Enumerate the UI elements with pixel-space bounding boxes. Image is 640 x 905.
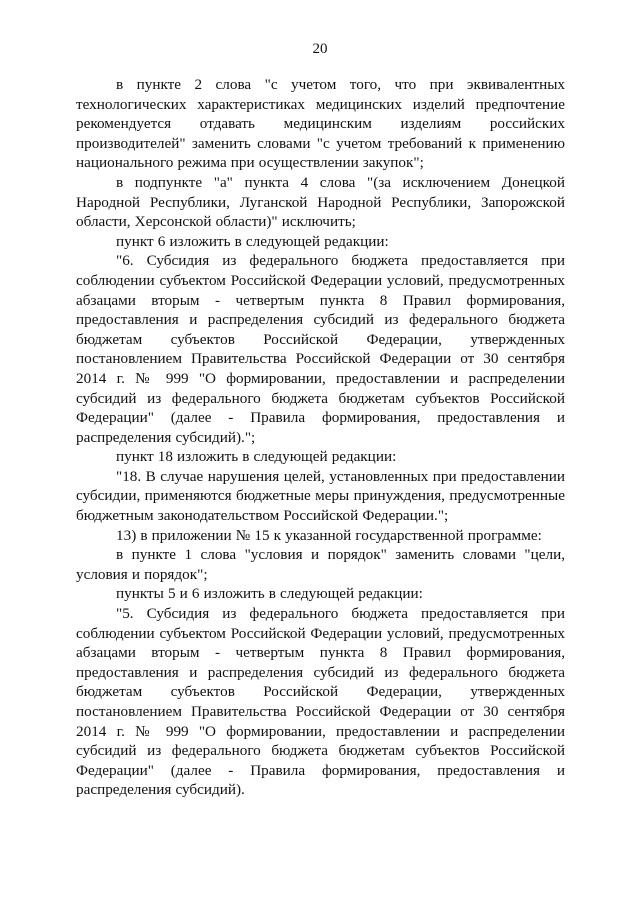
- document-body: [76, 75, 565, 800]
- page-number: 20: [312, 41, 328, 57]
- paragraph-point-1-replacement: в пункте 1 слова "условия и порядок" заменить словами "цели, условия и порядок";: [76, 546, 565, 583]
- paragraph-point-2-replacement: в пункте 2 слова "с учетом того, что при эквивалентных технологических характеристиках медицинских изделий предпочтение рекомендуется отдавать медицинским изделиям российских производителей" заменить словами "с учетом требований к применению национального режима при осуществлении закупок";: [76, 76, 565, 172]
- paragraph-points-5-6-intro: пункты 5 и 6 изложить в следующей редакции:: [116, 585, 423, 603]
- paragraph-point-6-intro: пункт 6 изложить в следующей редакции:: [116, 232, 389, 250]
- paragraph-point-6-text: "6. Субсидия из федерального бюджета предоставляется при соблюдении субъектом Российской Федерации условий, предусмотренных абзацами вторым - четвертым пункта 8 Правил формирования, предоставления и распределения субсидий из федерального бюджета бюджетам субъектов Российской Федерации, утвержденных постановлением Правительства Российской Федерации от 30 сентября 2014 г. № 999 "О формировании, предоставлении и распределении субсидий из федерального бюджета бюджетам субъектов Российской Федерации" (далее - Правила формирования, предоставления и распределения субсидий).";: [76, 252, 565, 446]
- paragraph-item-13: 13) в приложении № 15 к указанной государственной программе:: [116, 526, 542, 544]
- paragraph-point-5-text: "5. Субсидия из федерального бюджета предоставляется при соблюдении субъектом Российской Федерации условий, предусмотренных абзацами вторым - четвертым пункта 8 Правил формирования, предоставления и распределения субсидий из федерального бюджета бюджетам субъектов Российской Федерации, утвержденных постановлением Правительства Российской Федерации от 30 сентября 2014 г. № 999 "О формировании, предоставлении и распределении субсидий из федерального бюджета бюджетам субъектов Российской Федерации" (далее - Правила формирования, предоставления и распределения субсидий).: [76, 605, 565, 799]
- paragraph-subpoint-a-point-4: в подпункте "а" пункта 4 слова "(за исключением Донецкой Народной Республики, Луганской Народной Республики, Запорожской области, Херсонской области)" исключить;: [76, 173, 565, 231]
- paragraph-point-18-text: "18. В случае нарушения целей, установленных при предоставлении субсидии, применяются бюджетные меры принуждения, предусмотренные бюджетным законодательством Российской Федерации.";: [76, 467, 565, 525]
- paragraph-point-18-intro: пункт 18 изложить в следующей редакции:: [116, 448, 397, 466]
